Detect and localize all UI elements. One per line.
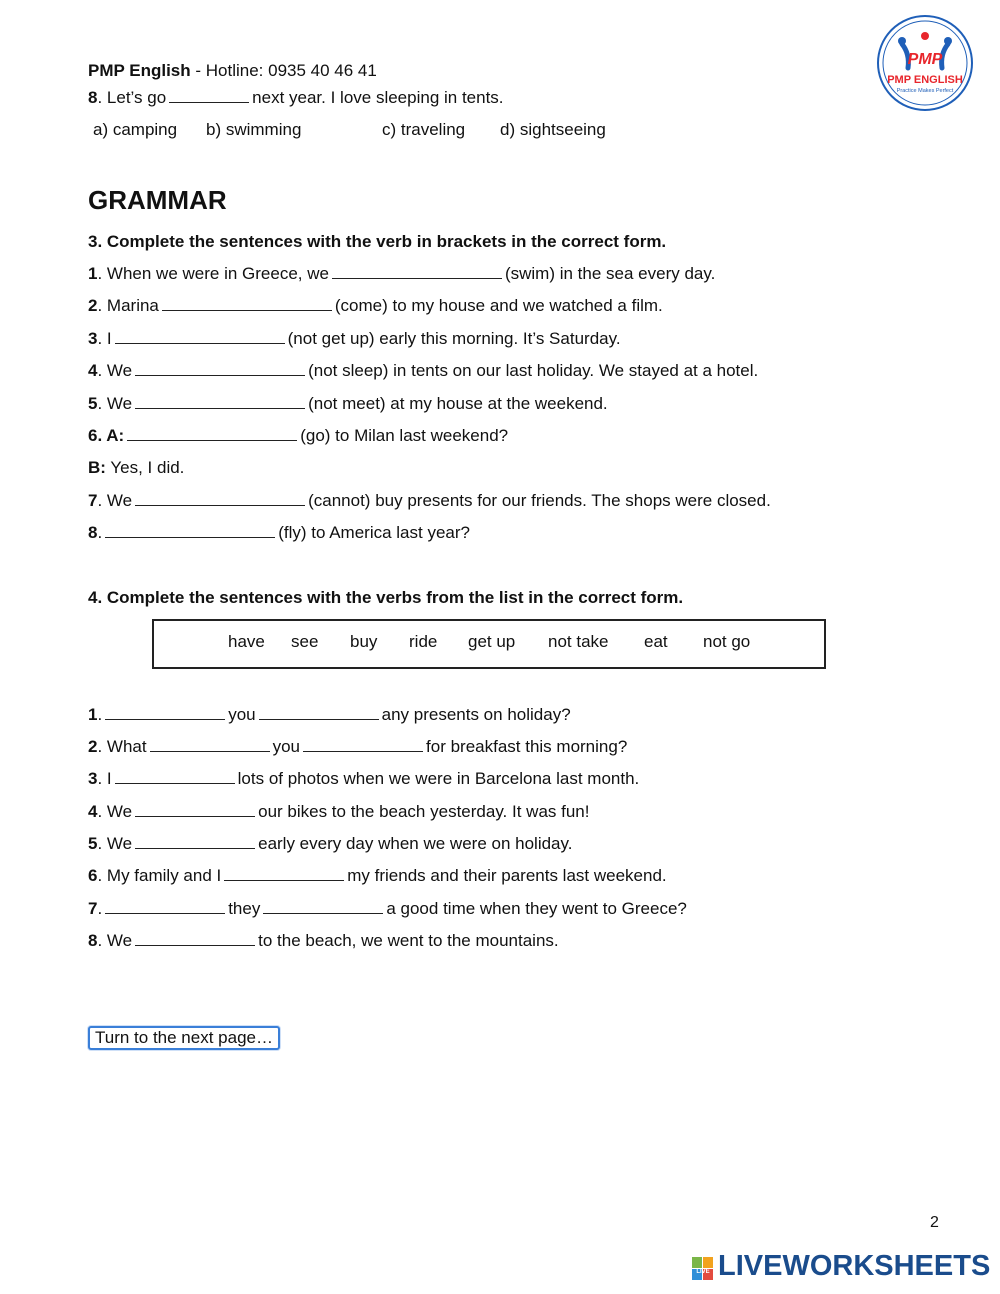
ex3-item: 2. Marina (come) to my house and we watched a film. <box>88 296 663 315</box>
question-text: . Let’s go <box>97 88 167 107</box>
ex3-item: B: Yes, I did. <box>88 458 185 477</box>
section-title: GRAMMAR <box>88 185 227 215</box>
ex4-item: 6. My family and I my friends and their parents last weekend. <box>88 866 667 885</box>
liveworksheets-wordmark: LIVEWORKSHEETS <box>718 1250 991 1282</box>
answer-blank[interactable] <box>135 932 255 946</box>
answer-blank[interactable] <box>303 738 423 752</box>
exercise-3-instruction: 3. Complete the sentences with the verb in brackets in the correct form. <box>88 232 667 251</box>
question-text: next year. I love sleeping in tents. <box>252 88 504 107</box>
word-bank-item: not take <box>548 632 609 651</box>
pmp-logo <box>876 14 974 112</box>
word-bank-item: not go <box>703 632 751 651</box>
answer-blank[interactable] <box>332 265 502 279</box>
answer-blank[interactable] <box>135 395 305 409</box>
word-bank <box>152 619 826 669</box>
answer-blank[interactable] <box>263 900 383 914</box>
answer-blank[interactable] <box>135 835 255 849</box>
hotline: - Hotline: 0935 40 46 41 <box>190 61 377 80</box>
logo-text: PMP ENGLISH <box>887 74 963 86</box>
ex3-item: 6. A: (go) to Milan last weekend? <box>88 426 509 445</box>
ex4-item: 8. We to the beach, we went to the mountains. <box>88 931 559 950</box>
logo-mark: PMP <box>907 51 943 68</box>
ex4-item: 5. We early every day when we were on holiday. <box>88 834 573 853</box>
answer-blank[interactable] <box>105 900 225 914</box>
option-d[interactable]: d) sightseeing <box>500 120 606 139</box>
exercise-4-instruction: 4. Complete the sentences with the verbs from the list in the correct form. <box>88 588 684 607</box>
ex4-item: 7. they a good time when they went to Greece? <box>88 899 687 918</box>
liveworksheets-icon <box>692 1257 714 1281</box>
answer-blank[interactable] <box>115 770 235 784</box>
page-number: 2 <box>930 1214 939 1231</box>
answer-blank[interactable] <box>135 362 305 376</box>
ex3-item: 7. We (cannot) buy presents for our friends. The shops were closed. <box>88 491 771 510</box>
word-bank-item: get up <box>468 632 516 651</box>
answer-blank[interactable] <box>259 706 379 720</box>
answer-blank[interactable] <box>115 330 285 344</box>
vocab-question-8 <box>88 88 504 108</box>
word-bank-item: have <box>228 632 265 651</box>
answer-blank[interactable] <box>127 427 297 441</box>
word-bank-item: ride <box>409 632 438 651</box>
ex4-item: 4. We our bikes to the beach yesterday. It was fun! <box>88 802 590 821</box>
ex4-item: 1. you any presents on holiday? <box>88 705 571 724</box>
answer-blank[interactable] <box>135 492 305 506</box>
word-bank-item: buy <box>350 632 378 651</box>
ex4-item: 2. What you for breakfast this morning? <box>88 737 628 756</box>
option-c[interactable]: c) traveling <box>382 120 466 139</box>
answer-blank[interactable] <box>224 867 344 881</box>
option-b[interactable]: b) swimming <box>206 120 302 139</box>
question-number: 8 <box>88 88 98 107</box>
ex3-item: 8. (fly) to America last year? <box>88 523 470 542</box>
brand-name: PMP English <box>88 61 191 80</box>
answer-blank[interactable] <box>169 89 249 103</box>
lw-icon-text: LIVE <box>696 1269 710 1275</box>
header-line <box>88 61 377 81</box>
answer-blank[interactable] <box>105 524 275 538</box>
answer-blank[interactable] <box>135 803 255 817</box>
word-bank-item: see <box>291 632 319 651</box>
ex3-item: 5. We (not meet) at my house at the weekend. <box>88 394 608 413</box>
ex3-item: 3. I (not get up) early this morning. It’s Saturday. <box>88 329 621 348</box>
logo-tagline: Practice Makes Perfect <box>896 88 954 94</box>
answer-blank[interactable] <box>162 297 332 311</box>
answer-blank[interactable] <box>150 738 270 752</box>
word-bank-item: eat <box>644 632 668 651</box>
ex3-item: 1. When we were in Greece, we (swim) in the sea every day. <box>88 264 716 283</box>
answer-blank[interactable] <box>105 706 225 720</box>
option-a[interactable]: a) camping <box>93 120 178 139</box>
ex3-item: 4. We (not sleep) in tents on our last holiday. We stayed at a hotel. <box>88 361 759 380</box>
ex4-item: 3. I lots of photos when we were in Barcelona last month. <box>88 769 640 788</box>
next-page-button[interactable]: Turn to the next page… <box>88 1026 280 1050</box>
